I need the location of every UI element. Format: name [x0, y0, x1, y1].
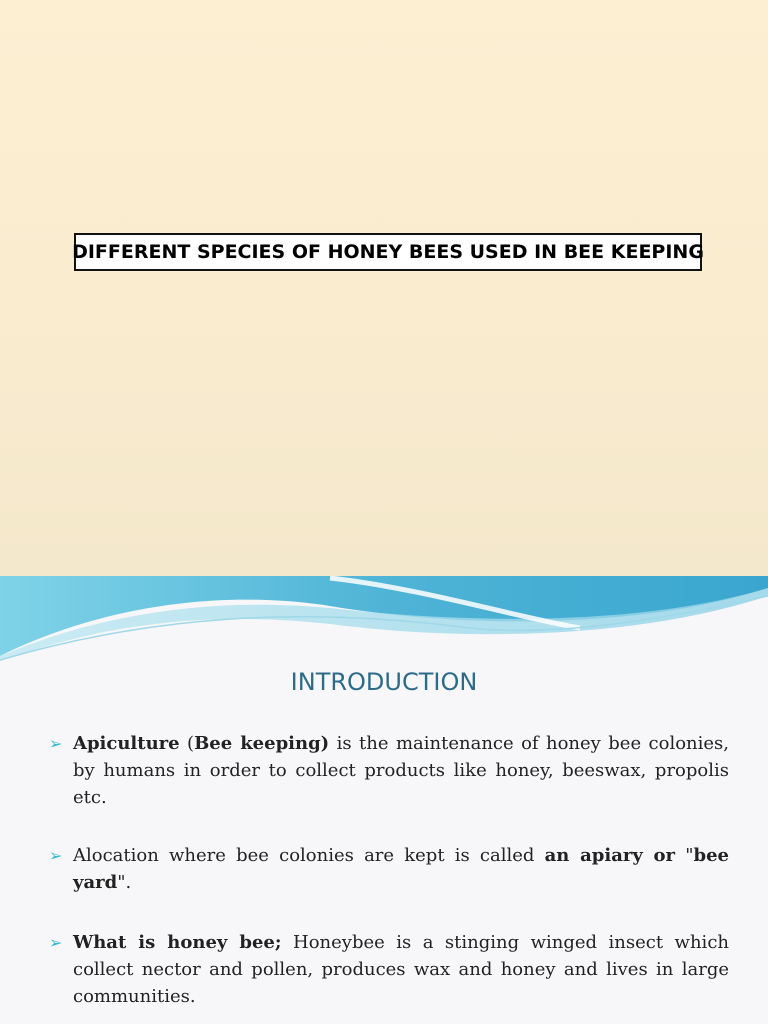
- bullet-text: (: [179, 733, 195, 754]
- bullet-text: Honeybee is a stinging winged insect which collect nector and pollen, produces wax and honey and lives in large communities.: [73, 932, 729, 1007]
- bullet-bold: Bee keeping): [194, 733, 330, 754]
- bullet-bold: What is honey bee;: [73, 932, 282, 953]
- introduction-slide: [0, 576, 768, 1024]
- bullet-text: ": [675, 845, 694, 866]
- bullet-apiary: [49, 842, 729, 896]
- bullet-text: is the maintenance of honey bee colonies, by humans in order to collect products like honey, beeswax, propolis etc.: [73, 733, 730, 808]
- bullet-text: Alocation where bee colonies are kept is called: [73, 845, 545, 866]
- bullet-bold: Apiculture: [73, 733, 180, 754]
- bullet-bold: bee yard: [73, 845, 729, 893]
- wave-decoration: [0, 576, 768, 666]
- bullet-apiculture: [49, 730, 730, 811]
- arrow-bullet-icon: ➢: [49, 734, 63, 753]
- section-heading: INTRODUCTION: [290, 668, 478, 696]
- bullet-text: ".: [117, 872, 132, 893]
- arrow-bullet-icon: ➢: [49, 846, 63, 865]
- slide-title: DIFFERENT SPECIES OF HONEY BEES USED IN BEE KEEPING: [74, 233, 702, 271]
- bullet-honey-bee: [49, 929, 729, 1010]
- bullet-bold: an apiary or: [544, 845, 676, 866]
- arrow-bullet-icon: ➢: [49, 933, 63, 952]
